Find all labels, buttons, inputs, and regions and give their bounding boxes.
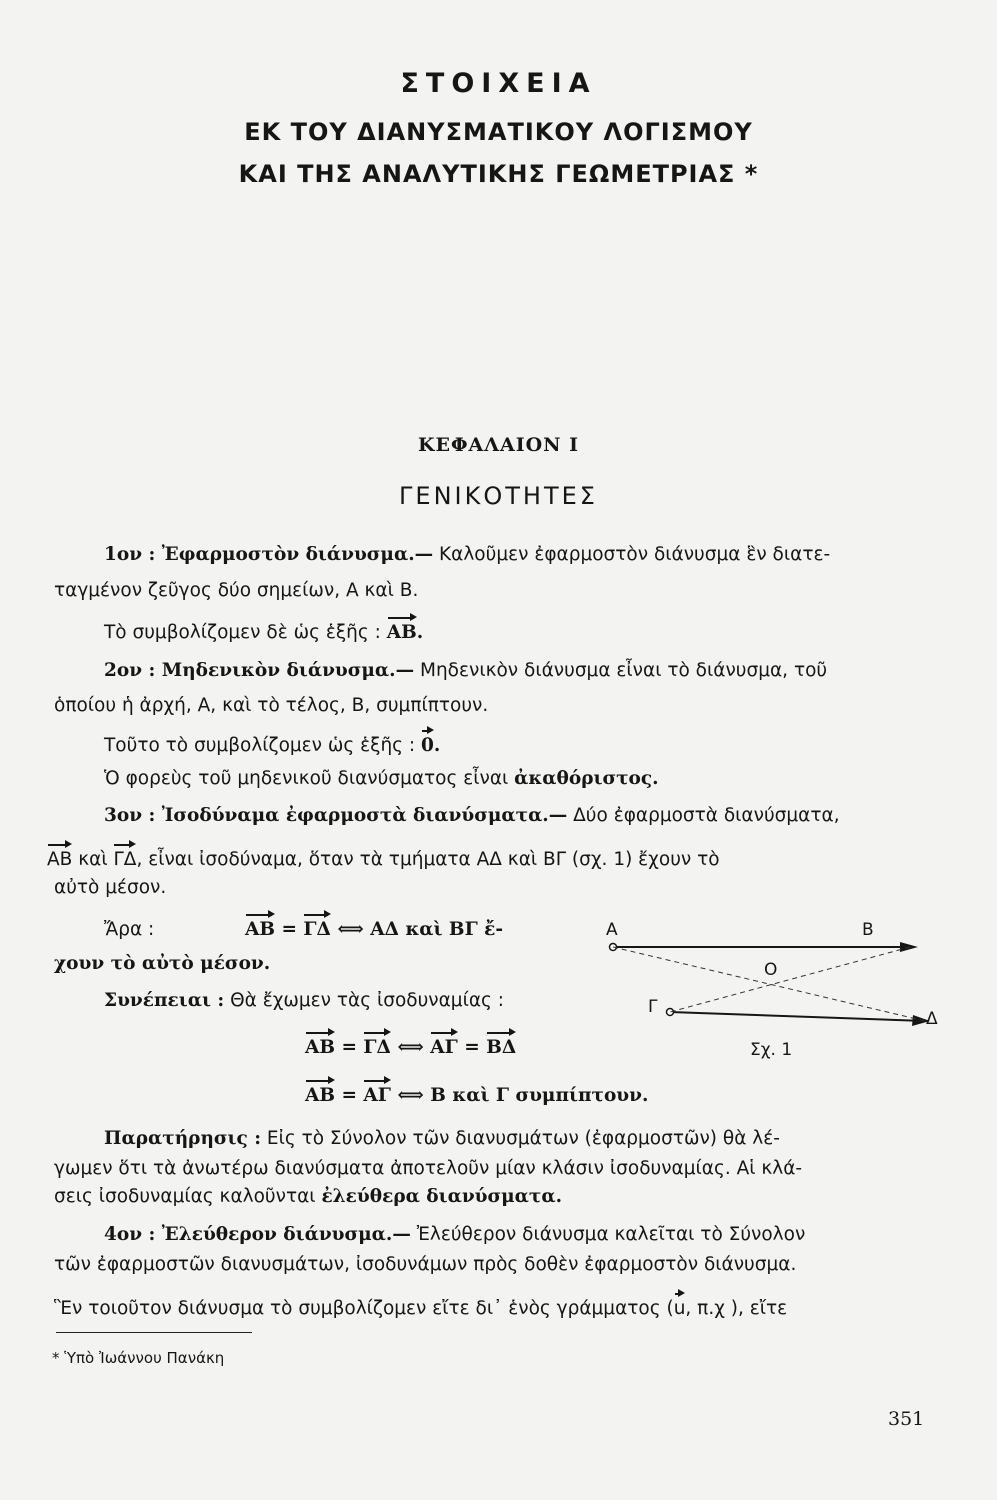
text: Ἄρα :	[104, 919, 155, 940]
equation	[245, 919, 503, 940]
paragraph-line: ὁποίου ἡ ἀρχή, Α, καὶ τὸ τέλος, Β, συμπίπτουν.	[54, 695, 489, 716]
emphasis: ἀκαθόριστος.	[514, 768, 659, 789]
paragraph-line: χουν τὸ αὐτὸ μέσον.	[54, 953, 271, 974]
paragraph-line	[54, 1186, 562, 1207]
text: .	[433, 735, 441, 756]
text: Ἓν τοιοῦτον διάνυσμα τὸ συμβολίζομεν εἴτε δι᾽ ἑνὸς γράμματος (	[54, 1298, 674, 1319]
section-heading: 1ον : Ἐφαρμοστὸν διάνυσμα.—	[104, 544, 434, 565]
vector-symbol: ΓΔ	[363, 1037, 391, 1058]
vector-symbol: ΑΒ	[305, 1037, 335, 1058]
title-line-2: ΕΚ ΤΟΥ ΔΙΑΝΥΣΜΑΤΙΚΟΥ ΛΟΓΙΣΜΟΥ	[244, 118, 753, 146]
paragraph-line: αὐτὸ μέσον.	[54, 877, 167, 898]
text: καὶ	[72, 849, 114, 870]
text: Μηδενικὸν διάνυσμα εἶναι τὸ διάνυσμα, τοῦ	[414, 660, 828, 681]
paragraph-line	[104, 1224, 805, 1245]
figure-caption: Σχ. 1	[750, 1040, 793, 1060]
text: =	[275, 919, 304, 940]
vector-GD-line	[670, 1012, 925, 1021]
title-line-1: ΣΤΟΙΧΕΙΑ	[400, 68, 597, 99]
text: Δύο ἐφαρμοστὰ διανύσματα,	[567, 805, 840, 826]
label-D: Δ	[926, 1009, 938, 1029]
paragraph-line	[104, 990, 504, 1011]
label-B: Β	[862, 920, 874, 940]
vector-symbol: ΓΔ	[113, 849, 137, 870]
paragraph-line: γωμεν ὅτι τὰ ἀνωτέρω διανύσματα ἀποτελοῦν μίαν κλάσιν ἰσοδυναμίας. Αἱ κλά-	[54, 1158, 803, 1179]
text: σεις ἰσοδυναμίας καλοῦνται	[54, 1186, 316, 1207]
vector-symbol: ΑΒ	[245, 919, 275, 940]
text: ⟺	[390, 1037, 431, 1058]
label-O: Ο	[764, 960, 778, 980]
chapter-label: ΚΕΦΑΛΑΙΟΝ Ι	[417, 434, 580, 456]
text: =	[335, 1085, 364, 1106]
text: .	[416, 622, 424, 643]
figure-1	[600, 915, 940, 1065]
paragraph-line	[104, 735, 440, 756]
text: =	[457, 1037, 487, 1058]
section-heading: 3ον : Ἰσοδύναμα ἐφαρμοστὰ διανύσματα.—	[104, 805, 568, 826]
text: Εἰς τὸ Σύνολον τῶν διανυσμάτων (ἐφαρμοστῶν) θὰ λέ-	[261, 1128, 780, 1149]
vector-symbol: ΑΓ	[430, 1037, 458, 1058]
vector-symbol: 0	[421, 735, 434, 756]
paragraph-line	[47, 849, 720, 870]
paragraph-line: ταγμένον ζεῦγος δύο σημείων, Α καὶ Β.	[54, 580, 419, 601]
footnote-divider	[56, 1332, 252, 1333]
paragraph-line	[104, 622, 423, 643]
text: ⟺ Β καὶ Γ συμπίπτουν.	[390, 1085, 649, 1106]
paragraph-line	[104, 805, 840, 826]
text: Ἐλεύθερον διάνυσμα καλεῖται τὸ Σύνολον	[410, 1224, 806, 1245]
footnote: * Ὑπὸ Ἰωάννου Πανάκη	[52, 1349, 225, 1367]
section-heading: Συνέπειαι :	[104, 990, 225, 1011]
vector-symbol: u	[673, 1298, 686, 1319]
text: Ὁ φορεὺς τοῦ μηδενικοῦ διανύσματος εἶναι	[104, 768, 509, 789]
text: Θὰ ἔχωμεν τὰς ἰσοδυναμίας :	[224, 990, 505, 1011]
section-heading: 2ον : Μηδενικὸν διάνυσμα.—	[104, 660, 415, 681]
section-heading: 4ον : Ἐλεύθερον διάνυσμα.—	[104, 1224, 411, 1245]
label-G: Γ	[648, 997, 658, 1017]
vector-symbol: ΓΔ	[303, 919, 331, 940]
text: Καλοῦμεν ἐφαρμοστὸν διάνυσμα ἓν διατε-	[433, 544, 831, 565]
section-heading: Παρατήρησις :	[104, 1128, 262, 1149]
segment-AD-dashed	[613, 947, 925, 1021]
segment-BG-dashed	[670, 947, 910, 1012]
text: =	[335, 1037, 364, 1058]
text: , εἶναι ἰσοδύναμα, ὅταν τὰ τμήματα ΑΔ καὶ ΒΓ (σχ. 1) ἔχουν τὸ	[136, 849, 720, 870]
paragraph-line	[104, 544, 830, 565]
paragraph-line	[104, 768, 659, 789]
vector-symbol: ΒΔ	[486, 1037, 517, 1058]
text: , π.χ ), εἴτε	[685, 1298, 788, 1319]
emphasis: ἐλεύθερα διανύσματα.	[321, 1186, 563, 1207]
paragraph-line	[54, 1298, 787, 1319]
vector-symbol: ΑΒ	[47, 849, 73, 870]
vector-symbol: ΑΒ	[386, 622, 417, 643]
vector-symbol: ΑΒ	[305, 1085, 335, 1106]
text: Τὸ συμβολίζομεν δὲ ὡς ἑξῆς :	[104, 622, 381, 643]
text: Τοῦτο τὸ συμβολίζομεν ὡς ἑξῆς :	[104, 735, 416, 756]
paragraph-line	[104, 1128, 780, 1149]
vector-symbol: ΑΓ	[363, 1085, 391, 1106]
paragraph-line	[104, 660, 827, 681]
title-line-3: ΚΑΙ ΤΗΣ ΑΝΑΛΥΤΙΚΗΣ ΓΕΩΜΕΤΡΙΑΣ *	[238, 160, 759, 188]
page-number: 351	[888, 1408, 925, 1430]
label-A: Α	[606, 920, 618, 940]
equation	[305, 1037, 516, 1058]
paragraph-line: τῶν ἐφαρμοστῶν διανυσμάτων, ἰσοδυνάμων πρὸς δοθὲν ἐφαρμοστὸν διάνυσμα.	[54, 1254, 797, 1275]
equation	[305, 1085, 648, 1106]
chapter-title: ΓΕΝΙΚΟΤΗΤΕΣ	[399, 482, 598, 510]
text: ⟺ ΑΔ καὶ ΒΓ ἔ-	[330, 919, 504, 940]
